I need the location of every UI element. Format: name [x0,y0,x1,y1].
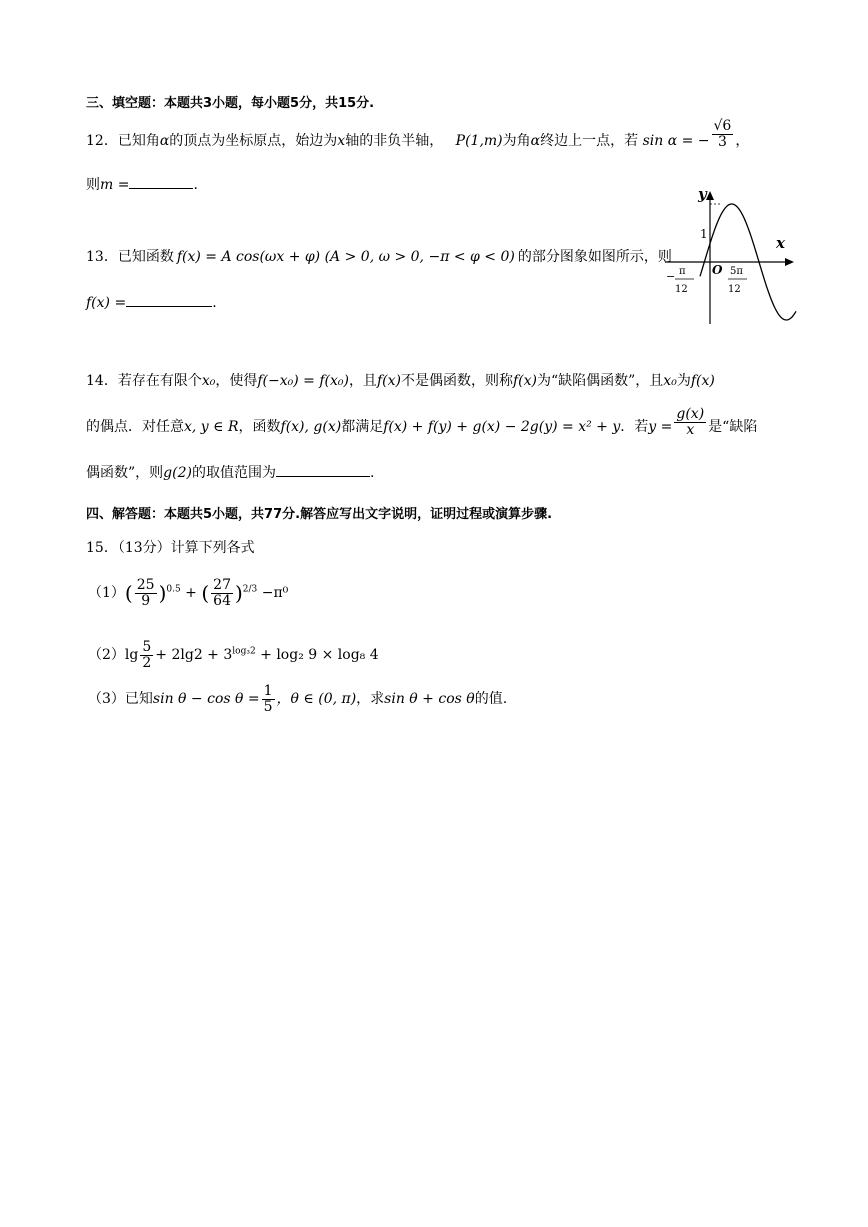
answer-blank-q14[interactable] [276,462,370,477]
plus-sign: + [185,585,197,602]
right-paren: ) [158,581,167,606]
answer-blank-q12[interactable] [129,174,193,189]
q14-text: 不是偶函数，则称 [400,373,513,389]
q14-text: ，使得 [215,373,258,389]
question-13-line-1 [86,246,672,266]
q12-text: 终边上一点，若 [540,133,639,149]
alpha-symbol: α [530,133,541,149]
part-3-label: （3）已知 [88,691,153,708]
alpha-symbol: α [159,133,170,149]
question-14-line-2 [86,405,758,438]
question-15-part-1 [88,578,288,608]
gx-over-x [674,407,706,437]
sin-minus-cos: sin θ − cos θ = [152,691,260,708]
fraction-denominator: 9 [141,592,151,609]
fraction-numerator: √6 [713,117,732,134]
fx-equals: f(x) = [86,295,127,311]
q12-text: 则 [86,177,100,193]
fx-symbol: f(x) [512,373,537,389]
right-paren: ) [234,581,243,606]
sin-plus-cos: sin θ + cos θ [384,691,475,708]
q14-text: ．若 [620,419,649,435]
comma: ， [735,133,750,149]
fraction-25-9 [135,578,157,608]
section-3-header: 三、填空题：本题共3小题，每小题5分，共15分. [86,96,375,111]
q14-text: 的偶点．对任意 [86,419,184,435]
period: . [193,177,198,193]
question-12-line-2 [86,174,198,194]
q14-text: 是“缺陷 [708,419,758,435]
part-2-label: （2） [88,647,125,664]
expression-tail: + log₂ 9 × log₈ 4 [260,647,379,664]
cosine-graph [660,182,800,327]
q14-text: 为“缺陷偶函数”，且 [536,373,664,389]
question-12-line-1 [86,117,750,150]
x0-symbol: x₀ [663,373,677,389]
function-expression: f(x) = A cos(ωx + φ) (A > 0, ω > 0, −π < φ < 0) [176,249,515,265]
minus-pi-zero: −π⁰ [261,585,289,602]
point-p: P(1,m) [455,133,503,149]
fx-symbol: f(x) [690,373,715,389]
q15-text: 的值. [474,691,508,708]
question-12-number: 12． [86,133,118,149]
left-paren: ( [124,581,133,606]
exponent-0-5: 0.5 [166,584,181,595]
question-13-number: 13． [86,249,118,265]
q14-text: 偶函数”，则 [86,465,164,481]
tick-right-numerator: 5π [730,266,743,277]
q14-text: 为 [676,373,691,389]
fg-symbols: f(x), g(x) [280,419,342,435]
fraction-27-64 [211,578,233,608]
q14-text: ，函数 [238,419,281,435]
fraction-denominator: 3 [717,133,727,150]
y-axis-label: y [698,185,707,203]
q12-text: 已知角 [117,133,160,149]
left-paren: ( [201,581,210,606]
tick-left-denominator: 12 [675,284,688,295]
part-1-label: （1） [88,585,125,602]
fraction-numerator: 1 [263,683,273,699]
period: . [212,295,217,311]
fraction-numerator: 27 [213,577,231,593]
expression-middle: + 2lg2 + 3 [155,647,233,664]
tick-label-one: 1 [700,227,708,241]
x-axis-arrow [785,258,794,266]
q14-text: 若存在有限个 [117,373,202,389]
fraction-numerator: 5 [142,639,152,655]
q14-text: 都满足 [341,419,384,435]
q15-text: ，求 [356,691,385,708]
q13-text: 已知函数 [117,249,174,265]
sin-alpha-lhs: sin α = − [642,133,710,149]
question-14-line-3 [86,462,374,482]
q14-text: ，且 [348,373,377,389]
origin-label: O [712,263,723,277]
section-4-header: 四、解答题：本题共5小题，共77分.解答应写出文字说明，证明过程或演算步骤. [86,507,553,522]
exponent-log3-2: log₃2 [232,646,256,657]
exponent-2-3: 2/3 [242,584,258,595]
sqrt6-over-3 [712,119,734,149]
tick-right-denominator: 12 [728,284,741,295]
g2-symbol: g(2) [163,465,192,481]
question-14-line-1 [86,370,715,390]
functional-equation: f(x) + f(y) + g(x) − 2g(y) = x² + y [383,419,621,435]
fraction-5-2 [140,640,153,670]
neg-sign: − [666,270,676,283]
q12-text: 轴的非负半轴， [345,133,444,149]
question-15-part-3 [88,684,507,714]
tick-left-numerator: π [679,266,686,277]
q13-text: 的部分图象如图所示，则 [517,249,672,265]
q12-text: 为角 [502,133,531,149]
m-equals: m = [100,177,130,193]
answer-blank-q13[interactable] [126,292,212,307]
fraction-1-5 [262,684,275,714]
q14-text: 的取值范围为 [191,465,276,481]
fraction-numerator: 25 [136,577,155,593]
fraction-numerator: g(x) [676,405,705,422]
xy-domain: x, y ∈ R [184,419,239,435]
question-15-title: 15．（13分）计算下列各式 [86,540,255,556]
q12-text: 的顶点为坐标原点，始边为 [169,133,338,149]
x0-symbol: x₀ [201,373,216,389]
question-14-number: 14． [86,373,118,389]
period: . [369,465,375,481]
lg-symbol: lg [124,647,139,664]
x-symbol: x [337,133,346,149]
fraction-denominator: 2 [142,654,152,671]
condition-expression: f(−x₀) = f(x₀) [257,373,349,389]
fraction-denominator: 5 [263,698,273,715]
fx-symbol: f(x) [376,373,401,389]
x-axis-label: x [776,234,785,252]
y-equals: y = [648,419,673,435]
y-axis-arrow [706,191,714,200]
fraction-denominator: 64 [213,592,231,609]
theta-domain: ，θ ∈ (0, π) [276,691,357,708]
question-13-line-2 [86,292,217,311]
question-15-part-2 [88,640,379,670]
fraction-denominator: x [686,421,695,438]
